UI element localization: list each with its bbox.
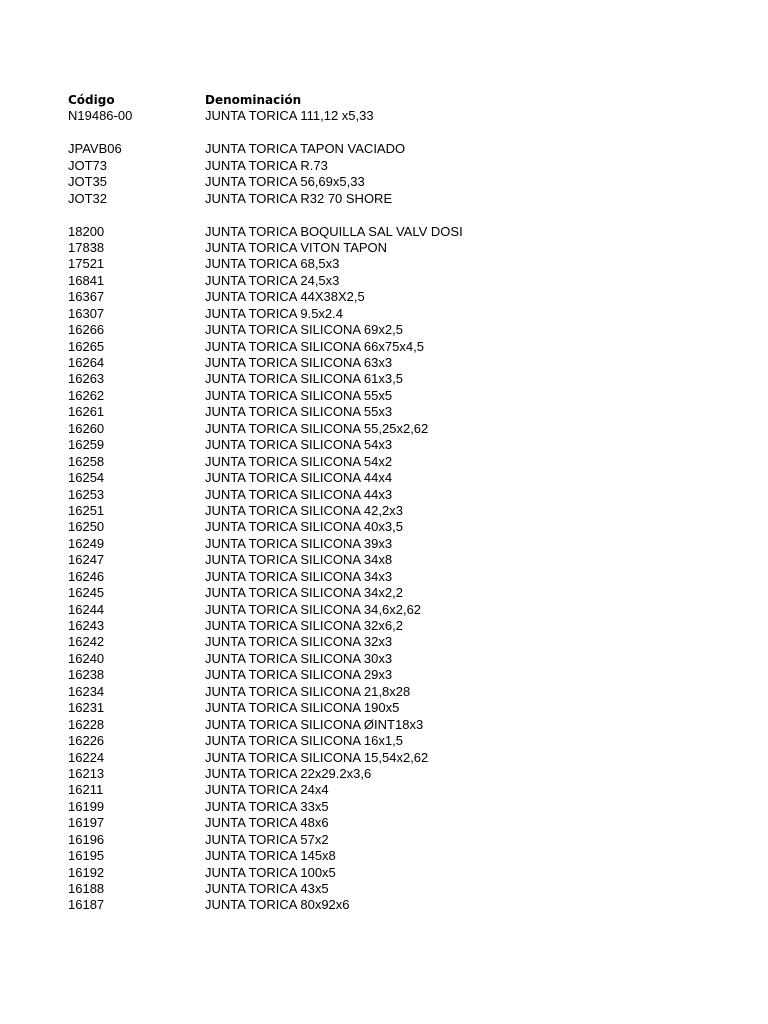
cell-code: 16250 (68, 519, 105, 535)
parts-table (68, 92, 748, 914)
cell-description: JUNTA TORICA TAPON VACIADO (205, 141, 406, 157)
cell-code: 16211 (68, 782, 104, 798)
table-row (68, 141, 748, 157)
table-row (68, 848, 748, 864)
table-row (68, 503, 748, 519)
cell-code: 16262 (68, 387, 105, 403)
table-row (68, 125, 748, 141)
cell-code: 16196 (68, 831, 105, 847)
cell-description: JUNTA TORICA SILICONA 55,25x2,62 (205, 420, 429, 436)
cell-description: JUNTA TORICA BOQUILLA SAL VALV DOSI (205, 223, 463, 239)
cell-code: 16259 (68, 437, 105, 453)
header-code: Código (68, 93, 115, 107)
cell-description: JUNTA TORICA SILICONA 29x3 (205, 667, 393, 683)
table-row (68, 766, 748, 782)
table-row (68, 618, 748, 634)
cell-description: JUNTA TORICA 24x4 (205, 782, 329, 798)
cell-description: JUNTA TORICA SILICONA 190x5 (205, 700, 400, 716)
cell-description: JUNTA TORICA 22x29.2x3,6 (205, 765, 372, 781)
table-row (68, 750, 748, 766)
cell-code: JPAVB06 (68, 141, 122, 157)
cell-code: 16213 (68, 765, 105, 781)
cell-code: 16264 (68, 355, 105, 370)
cell-code: 16199 (68, 798, 105, 814)
cell-description: JUNTA TORICA R.73 (205, 157, 328, 173)
cell-description: JUNTA TORICA SILICONA 63x3 (205, 355, 393, 370)
table-row (68, 371, 748, 387)
table-row (68, 289, 748, 305)
cell-description: JUNTA TORICA SILICONA 54x3 (205, 437, 393, 453)
header-description: Denominación (205, 93, 302, 107)
table-row (68, 552, 748, 568)
table-row (68, 634, 748, 650)
table-row (68, 108, 748, 124)
table-row (68, 519, 748, 535)
table-row (68, 355, 748, 371)
cell-description: JUNTA TORICA SILICONA 44x4 (205, 470, 393, 486)
cell-description: JUNTA TORICA 57x2 (205, 831, 329, 847)
table-row (68, 684, 748, 700)
cell-code: 16195 (68, 848, 105, 864)
cell-description: JUNTA TORICA SILICONA 34x8 (205, 552, 393, 568)
cell-description: JUNTA TORICA 111,12 x5,33 (205, 108, 374, 124)
cell-description: JUNTA TORICA SILICONA 34x2,2 (205, 585, 403, 601)
cell-code: 16261 (68, 404, 105, 420)
cell-code: 16224 (68, 749, 105, 765)
cell-description: JUNTA TORICA VITON TAPON (205, 239, 388, 255)
cell-description: JUNTA TORICA SILICONA 44x3 (205, 486, 393, 502)
cell-description: JUNTA TORICA 80x92x6 (205, 897, 350, 913)
cell-code: N19486-00 (68, 108, 133, 124)
cell-description: JUNTA TORICA SILICONA 69x2,5 (205, 322, 403, 338)
cell-description: JUNTA TORICA SILICONA 34x3 (205, 568, 393, 584)
cell-description: JUNTA TORICA SILICONA 32x6,2 (205, 618, 403, 633)
cell-code: 16251 (68, 502, 105, 518)
cell-description: JUNTA TORICA 44X38X2,5 (205, 289, 365, 305)
cell-code: JOT32 (68, 190, 108, 206)
cell-code: 16254 (68, 470, 105, 486)
cell-description: JUNTA TORICA SILICONA 30x3 (205, 650, 393, 666)
table-row (68, 667, 748, 683)
cell-code (68, 207, 205, 223)
cell-code: 16260 (68, 420, 105, 436)
cell-description: JUNTA TORICA SILICONA 61x3,5 (205, 371, 403, 387)
cell-description: JUNTA TORICA SILICONA 15,54x2,62 (205, 749, 429, 765)
cell-code: 17521 (68, 256, 105, 272)
cell-description (205, 125, 748, 141)
table-row (68, 733, 748, 749)
table-row (68, 404, 748, 420)
cell-code: 16258 (68, 453, 105, 469)
cell-code: 16307 (68, 305, 105, 321)
table-row (68, 437, 748, 453)
table-row (68, 388, 748, 404)
cell-code: 16187 (68, 897, 105, 913)
cell-description: JUNTA TORICA SILICONA 21,8x28 (205, 683, 411, 699)
cell-code: JOT35 (68, 174, 108, 190)
table-row (68, 421, 748, 437)
table-row (68, 585, 748, 601)
cell-code: 16192 (68, 864, 105, 880)
cell-description: JUNTA TORICA SILICONA 40x3,5 (205, 519, 403, 535)
cell-code: 16245 (68, 585, 105, 601)
cell-description: JUNTA TORICA SILICONA 54x2 (205, 453, 393, 469)
table-row (68, 536, 748, 552)
table-row (68, 832, 748, 848)
table-row (68, 306, 748, 322)
table-row (68, 602, 748, 618)
cell-description: JUNTA TORICA SILICONA 66x75x4,5 (205, 338, 424, 354)
cell-code (68, 125, 205, 141)
table-row (68, 240, 748, 256)
table-row (68, 700, 748, 716)
cell-code: 16367 (68, 289, 105, 305)
cell-description: JUNTA TORICA 56,69x5,33 (205, 174, 365, 190)
table-row (68, 865, 748, 881)
cell-code: 16841 (68, 272, 105, 288)
cell-code: 16266 (68, 322, 105, 338)
table-row (68, 322, 748, 338)
table-row (68, 273, 748, 289)
table-row (68, 569, 748, 585)
table-row (68, 158, 748, 174)
cell-description: JUNTA TORICA 9.5x2.4 (205, 305, 343, 321)
cell-description: JUNTA TORICA SILICONA 42,2x3 (205, 502, 403, 518)
table-header (68, 92, 748, 108)
cell-description: JUNTA TORICA SILICONA 55x3 (205, 404, 393, 420)
table-row (68, 470, 748, 486)
table-row (68, 487, 748, 503)
table-row (68, 651, 748, 667)
table-row (68, 256, 748, 272)
cell-code: 17838 (68, 239, 105, 255)
cell-code: 16263 (68, 371, 105, 387)
cell-code: 16188 (68, 881, 105, 896)
cell-description: JUNTA TORICA SILICONA 34,6x2,62 (205, 601, 422, 617)
table-row (68, 454, 748, 470)
table-body (68, 108, 748, 913)
table-row (68, 815, 748, 831)
table-row (68, 191, 748, 207)
table-row (68, 224, 748, 240)
table-row (68, 207, 748, 223)
cell-code: 16243 (68, 618, 105, 633)
cell-description: JUNTA TORICA SILICONA ØINT18x3 (205, 716, 424, 732)
cell-code: 16231 (68, 700, 105, 716)
cell-code: 16246 (68, 568, 105, 584)
cell-description: JUNTA TORICA 43x5 (205, 881, 329, 896)
cell-code: 16253 (68, 486, 105, 502)
cell-code: JOT73 (68, 157, 108, 173)
cell-description: JUNTA TORICA R32 70 SHORE (205, 190, 393, 206)
cell-code: 16240 (68, 650, 105, 666)
cell-code: 16247 (68, 552, 105, 568)
cell-description (205, 207, 748, 223)
cell-code: 18200 (68, 223, 105, 239)
cell-description: JUNTA TORICA SILICONA 55x5 (205, 387, 393, 403)
cell-code: 16238 (68, 667, 105, 683)
cell-code: 16265 (68, 338, 105, 354)
cell-code: 16242 (68, 634, 105, 650)
cell-description: JUNTA TORICA SILICONA 39x3 (205, 535, 393, 551)
cell-code: 16197 (68, 815, 105, 831)
table-row (68, 782, 748, 798)
cell-code: 16249 (68, 535, 105, 551)
cell-description: JUNTA TORICA 24,5x3 (205, 272, 340, 288)
cell-code: 16228 (68, 716, 105, 732)
table-row (68, 717, 748, 733)
table-row (68, 881, 748, 897)
cell-description: JUNTA TORICA 48x6 (205, 815, 329, 831)
cell-description: JUNTA TORICA 145x8 (205, 848, 336, 864)
cell-code: 16244 (68, 601, 105, 617)
cell-code: 16226 (68, 733, 105, 749)
cell-description: JUNTA TORICA SILICONA 16x1,5 (205, 733, 403, 749)
cell-description: JUNTA TORICA SILICONA 32x3 (205, 634, 393, 650)
cell-description: JUNTA TORICA 68,5x3 (205, 256, 340, 272)
cell-code: 16234 (68, 683, 105, 699)
table-row (68, 897, 748, 913)
cell-description: JUNTA TORICA 33x5 (205, 798, 329, 814)
table-row (68, 339, 748, 355)
table-row (68, 799, 748, 815)
table-row (68, 174, 748, 190)
cell-description: JUNTA TORICA 100x5 (205, 864, 336, 880)
